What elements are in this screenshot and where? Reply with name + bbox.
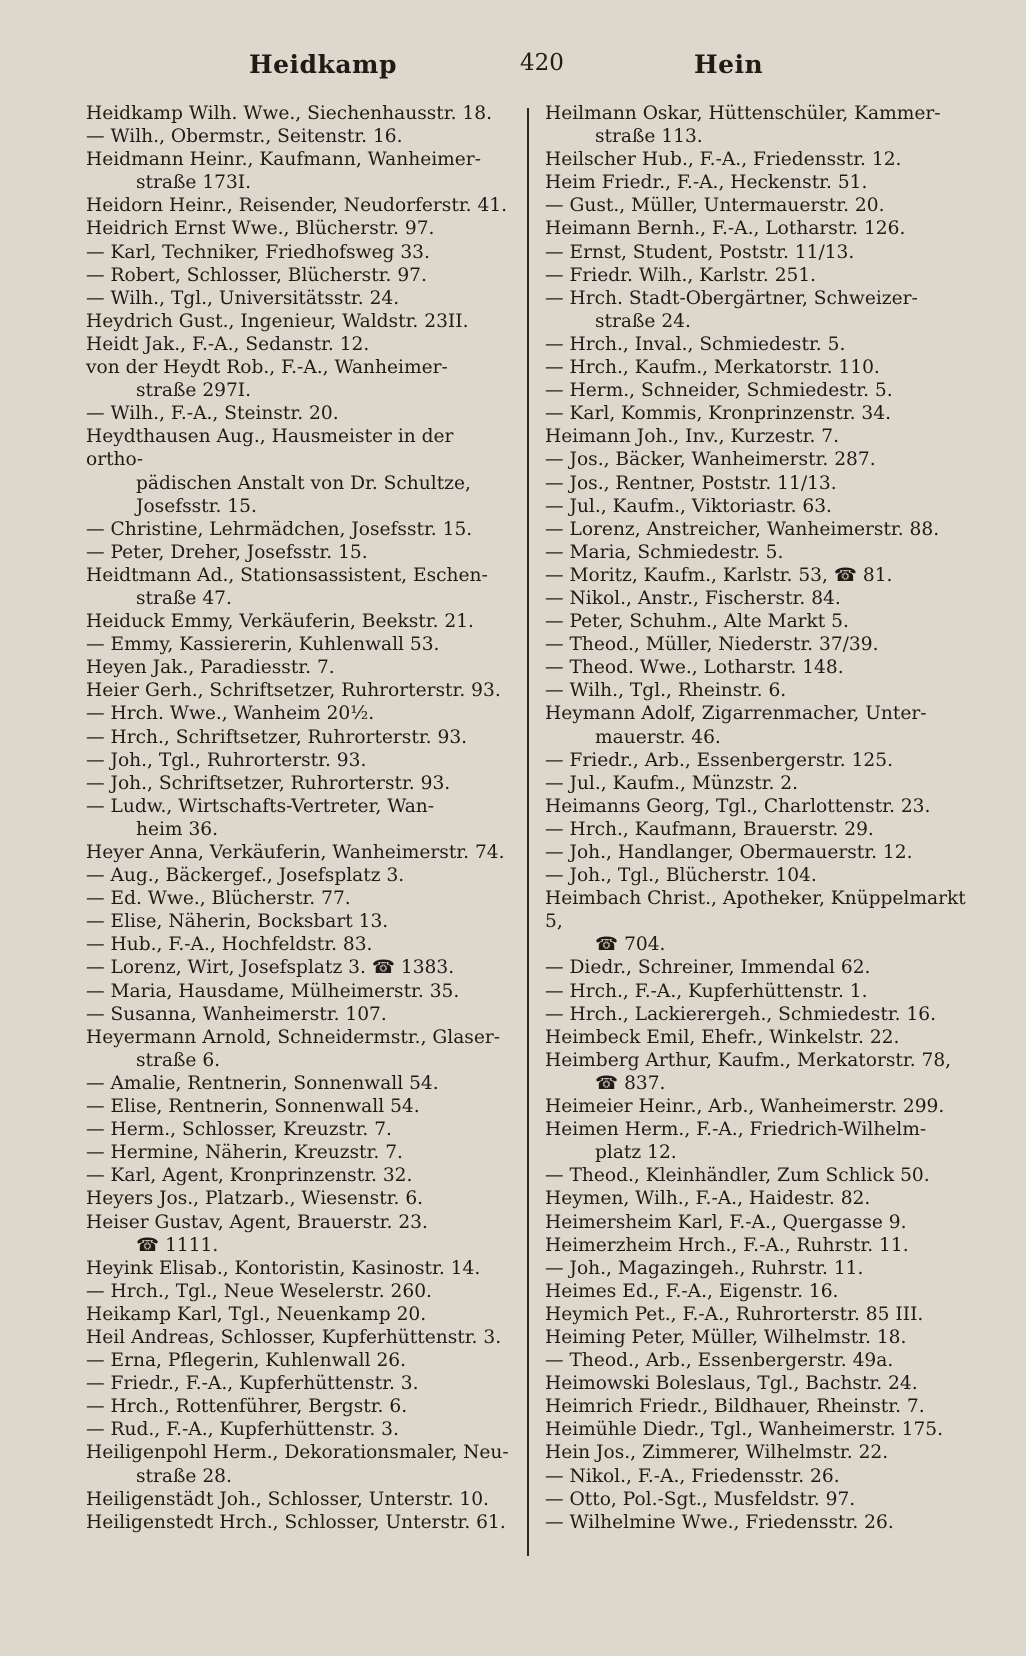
entry-line: Heimersheim Karl, F.-A., Quergasse 9. — [545, 1211, 907, 1233]
entry-line: — Wilhelmine Wwe., Friedensstr. 26. — [545, 1511, 894, 1533]
entry-line: — Lorenz, Wirt, Josefsplatz 3. ☎ 1383. — [86, 957, 455, 979]
entry-line: Heilmann Oskar, Hüttenschüler, Kammer- — [545, 103, 941, 124]
directory-entry — [545, 1026, 980, 1049]
directory-entry — [86, 795, 513, 841]
entry-line: — Diedr., Schreiner, Immendal 62. — [545, 957, 871, 979]
directory-entry — [545, 749, 980, 772]
directory-entry — [86, 1441, 513, 1487]
right-column — [545, 102, 980, 1534]
directory-entry — [545, 518, 980, 541]
directory-entry — [545, 1187, 980, 1210]
directory-entry — [545, 772, 980, 795]
entry-line: — Karl, Agent, Kronprinzenstr. 32. — [86, 1165, 413, 1187]
directory-entry — [545, 1511, 980, 1534]
directory-entry — [545, 702, 980, 748]
directory-entry — [86, 310, 513, 333]
entry-line: — Peter, Schuhm., Alte Markt 5. — [545, 611, 849, 633]
directory-entry — [545, 241, 980, 264]
directory-entry — [545, 564, 980, 587]
directory-entry — [545, 102, 980, 148]
directory-entry — [545, 1257, 980, 1280]
entry-line: Heyers Jos., Platzarb., Wiesenstr. 6. — [86, 1188, 424, 1210]
directory-entry — [86, 1488, 513, 1511]
entry-line: — Wilh., Obermstr., Seitenstr. 16. — [86, 126, 403, 148]
entry-continuation-line: straße 297I. — [136, 380, 252, 402]
entry-line: Heimes Ed., F.-A., Eigenstr. 16. — [545, 1280, 839, 1302]
entry-line: — Robert, Schlosser, Blücherstr. 97. — [86, 264, 427, 286]
entry-line: — Nikol., F.-A., Friedensstr. 26. — [545, 1465, 840, 1487]
directory-entry — [545, 448, 980, 471]
entry-line: — Elise, Rentnerin, Sonnenwall 54. — [86, 1096, 420, 1118]
entry-line: — Aug., Bäckergef., Josefsplatz 3. — [86, 865, 405, 887]
directory-entry — [86, 333, 513, 356]
entry-line: — Susanna, Wanheimerstr. 107. — [86, 1003, 387, 1025]
directory-entry — [86, 1095, 513, 1118]
entry-line: — Lorenz, Anstreicher, Wanheimerstr. 88. — [545, 518, 940, 540]
entry-line: Heydrich Gust., Ingenieur, Waldstr. 23II. — [86, 310, 469, 332]
entry-line: — Amalie, Rentnerin, Sonnenwall 54. — [86, 1072, 439, 1094]
directory-entry — [86, 194, 513, 217]
entry-line: — Jos., Rentner, Poststr. 11/13. — [545, 472, 837, 494]
entry-line: Heimberg Arthur, Kaufm., Merkatorstr. 78, — [545, 1049, 952, 1071]
directory-entry — [545, 818, 980, 841]
entry-continuation-line: ☎ 837. — [595, 1072, 666, 1094]
entry-continuation-line: straße 173I. — [136, 172, 252, 194]
directory-entry — [545, 1395, 980, 1418]
entry-line: Heymann Adolf, Zigarrenmacher, Unter- — [545, 703, 927, 725]
entry-continuation-line: mauerstr. 46. — [595, 726, 721, 748]
directory-entry — [545, 356, 980, 379]
entry-line: — Maria, Hausdame, Mülheimerstr. 35. — [86, 980, 460, 1002]
directory-entry — [545, 864, 980, 887]
entry-line: — Maria, Schmiedestr. 5. — [545, 541, 784, 563]
header-right-keyword: Hein — [694, 50, 764, 79]
directory-entry — [86, 402, 513, 425]
directory-entry — [545, 425, 980, 448]
entry-line: — Hrch., F.-A., Kupferhüttenstr. 1. — [545, 980, 868, 1002]
entry-line: — Friedr., F.-A., Kupferhüttenstr. 3. — [86, 1373, 419, 1395]
entry-line: Heim Friedr., F.-A., Heckenstr. 51. — [545, 172, 868, 194]
entry-continuation-line: straße 6. — [136, 1049, 221, 1071]
directory-entry — [86, 287, 513, 310]
directory-entry — [545, 610, 980, 633]
entry-line: — Theod., Müller, Niederstr. 37/39. — [545, 634, 879, 656]
entry-line: — Jul., Kaufm., Viktoriastr. 63. — [545, 495, 832, 517]
directory-entry — [86, 910, 513, 933]
entry-line: — Joh., Handlanger, Obermauerstr. 12. — [545, 842, 913, 863]
entry-line: — Hrch., Kaufm., Merkatorstr. 110. — [545, 357, 880, 379]
directory-entry — [86, 1280, 513, 1303]
entry-continuation-line: straße 28. — [136, 1465, 232, 1487]
entry-continuation-line: straße 47. — [136, 587, 232, 609]
directory-entry — [545, 1465, 980, 1488]
entry-line: Heyermann Arnold, Schneidermstr., Glaser- — [86, 1026, 501, 1048]
column-divider — [527, 108, 529, 1556]
directory-entry — [545, 1095, 980, 1118]
entry-line: — Wilh., Tgl., Universitätsstr. 24. — [86, 287, 400, 309]
page-number: 420 — [520, 50, 564, 76]
directory-entry — [86, 610, 513, 633]
directory-entry — [545, 287, 980, 333]
entry-line: Heimen Herm., F.-A., Friedrich-Wilhelm- — [545, 1119, 927, 1141]
directory-entry — [545, 1326, 980, 1349]
directory-entry — [545, 1349, 980, 1372]
entry-continuation-line: straße 24. — [595, 310, 691, 332]
directory-entry — [86, 1072, 513, 1095]
entry-line: Heiligenstedt Hrch., Schlosser, Unterstr. 61. — [86, 1511, 506, 1533]
entry-line: — Hub., F.-A., Hochfeldstr. 83. — [86, 934, 373, 956]
entry-line: — Elise, Näherin, Bocksbart 13. — [86, 911, 389, 933]
directory-entry — [86, 1141, 513, 1164]
directory-entry — [86, 1003, 513, 1026]
entry-line: — Hrch., Lackierergeh., Schmiedestr. 16. — [545, 1003, 937, 1025]
directory-entry — [545, 1488, 980, 1511]
entry-continuation-line: Josefsstr. 15. — [136, 495, 257, 517]
entry-line: Heiligenstädt Joh., Schlosser, Unterstr. 10. — [86, 1488, 489, 1510]
entry-line: Heimühle Diedr., Tgl., Wanheimerstr. 175. — [545, 1419, 944, 1441]
directory-entry — [545, 495, 980, 518]
page-header — [84, 50, 994, 90]
entry-line: Heyen Jak., Paradiesstr. 7. — [86, 657, 335, 679]
entry-line: Heidrich Ernst Wwe., Blücherstr. 97. — [86, 218, 435, 240]
directory-entry — [545, 1164, 980, 1187]
entry-line: — Herm., Schneider, Schmiedestr. 5. — [545, 380, 893, 402]
directory-entry — [545, 1372, 980, 1395]
entry-line: Heiligenpohl Herm., Dekorationsmaler, Neu- — [86, 1442, 509, 1464]
entry-line: Heimowski Boleslaus, Tgl., Bachstr. 24. — [545, 1373, 918, 1395]
directory-entry — [86, 1118, 513, 1141]
directory-entry — [86, 1349, 513, 1372]
directory-entry — [86, 1303, 513, 1326]
entry-line: Heiming Peter, Müller, Wilhelmstr. 18. — [545, 1326, 907, 1348]
entry-line: Heidt Jak., F.-A., Sedanstr. 12. — [86, 333, 370, 355]
entry-line: — Nikol., Anstr., Fischerstr. 84. — [545, 587, 841, 609]
entry-line: Heymich Pet., F.-A., Ruhrorterstr. 85 III. — [545, 1303, 924, 1325]
entry-line: Heidorn Heinr., Reisender, Neudorferstr. 41. — [86, 195, 508, 217]
entry-line: Heimann Bernh., F.-A., Lotharstr. 126. — [545, 218, 906, 240]
entry-line: — Ed. Wwe., Blücherstr. 77. — [86, 888, 351, 910]
directory-entry — [545, 633, 980, 656]
header-left-keyword: Heidkamp — [249, 50, 397, 79]
directory-entry — [86, 1257, 513, 1280]
directory-entry — [86, 217, 513, 240]
entry-line: — Herm., Schlosser, Kreuzstr. 7. — [86, 1119, 392, 1141]
entry-line: Heymen, Wilh., F.-A., Haidestr. 82. — [545, 1188, 871, 1210]
entry-line: — Emmy, Kassiererin, Kuhlenwall 53. — [86, 634, 440, 656]
entry-line: — Jos., Bäcker, Wanheimerstr. 287. — [545, 449, 876, 471]
entry-line: — Joh., Tgl., Ruhrorterstr. 93. — [86, 749, 367, 771]
directory-entry — [86, 264, 513, 287]
left-column — [86, 102, 513, 1534]
directory-entry — [86, 1511, 513, 1534]
entry-line: — Hermine, Näherin, Kreuzstr. 7. — [86, 1142, 403, 1164]
directory-entry — [545, 1049, 980, 1095]
entry-line: — Hrch., Inval., Schmiedestr. 5. — [545, 333, 846, 355]
directory-entry — [86, 1026, 513, 1072]
directory-entry — [545, 1441, 980, 1464]
entry-continuation-line: platz 12. — [595, 1142, 677, 1164]
directory-entry — [545, 1118, 980, 1164]
directory-entry — [86, 1187, 513, 1210]
entry-line: Heiduck Emmy, Verkäuferin, Beekstr. 21. — [86, 611, 474, 633]
directory-entry — [545, 217, 980, 240]
entry-line: — Joh., Schriftsetzer, Ruhrorterstr. 93. — [86, 772, 451, 794]
entry-line: Heyer Anna, Verkäuferin, Wanheimerstr. 74. — [86, 842, 505, 863]
entry-continuation-line: ☎ 1111. — [136, 1234, 219, 1256]
directory-entry — [545, 795, 980, 818]
directory-entry — [86, 102, 513, 125]
entry-line: Heil Andreas, Schlosser, Kupferhüttenstr. 3. — [86, 1326, 502, 1348]
directory-entry — [545, 333, 980, 356]
directory-entry — [86, 887, 513, 910]
directory-entry — [545, 887, 980, 956]
entry-line: — Joh., Tgl., Blücherstr. 104. — [545, 865, 817, 887]
directory-entry — [86, 241, 513, 264]
entry-line: — Hrch., Tgl., Neue Weselerstr. 260. — [86, 1280, 432, 1302]
entry-continuation-line: ☎ 704. — [595, 934, 666, 956]
entry-line: Heimeier Heinr., Arb., Wanheimerstr. 299. — [545, 1096, 945, 1118]
entry-line: — Theod., Kleinhändler, Zum Schlick 50. — [545, 1165, 930, 1187]
directory-entry — [86, 956, 513, 979]
directory-entry — [86, 564, 513, 610]
entry-line: — Rud., F.-A., Kupferhüttenstr. 3. — [86, 1419, 399, 1441]
directory-entry — [86, 425, 513, 517]
entry-line: — Hrch., Kaufmann, Brauerstr. 29. — [545, 818, 874, 840]
directory-entry — [86, 933, 513, 956]
entry-line: — Otto, Pol.-Sgt., Musfeldstr. 97. — [545, 1488, 856, 1510]
entry-line: Hein Jos., Zimmerer, Wilhelmstr. 22. — [545, 1442, 889, 1464]
directory-entry — [545, 841, 980, 864]
entry-line: — Jul., Kaufm., Münzstr. 2. — [545, 772, 799, 794]
entry-line: — Karl, Kommis, Kronprinzenstr. 34. — [545, 403, 891, 425]
entry-line: Heimrich Friedr., Bildhauer, Rheinstr. 7. — [545, 1396, 925, 1418]
directory-entry — [86, 541, 513, 564]
entry-line: — Ludw., Wirtschafts-Vertreter, Wan- — [86, 795, 435, 817]
entry-line: — Wilh., F.-A., Steinstr. 20. — [86, 403, 339, 425]
directory-entry — [86, 1418, 513, 1441]
entry-line: Heimanns Georg, Tgl., Charlottenstr. 23. — [545, 795, 931, 817]
directory-entry — [86, 841, 513, 864]
entry-line: — Wilh., Tgl., Rheinstr. 6. — [545, 680, 787, 702]
entry-line: Heimerzheim Hrch., F.-A., Ruhrstr. 11. — [545, 1234, 909, 1256]
entry-line: — Hrch., Rottenführer, Bergstr. 6. — [86, 1396, 408, 1418]
directory-entry — [86, 980, 513, 1003]
directory-entry — [545, 171, 980, 194]
entry-line: Heikamp Karl, Tgl., Neuenkamp 20. — [86, 1303, 427, 1325]
entry-line: — Ernst, Student, Poststr. 11/13. — [545, 241, 855, 263]
entry-line: — Joh., Magazingeh., Ruhrstr. 11. — [545, 1257, 864, 1279]
entry-line: von der Heydt Rob., F.-A., Wanheimer- — [86, 357, 448, 379]
directory-entry — [86, 702, 513, 725]
directory-entry — [86, 1211, 513, 1257]
entry-line: — Friedr., Arb., Essenbergerstr. 125. — [545, 749, 893, 771]
directory-entry — [545, 264, 980, 287]
directory-entry — [86, 356, 513, 402]
directory-entry — [545, 1280, 980, 1303]
directory-entry — [86, 772, 513, 795]
entry-line: Heidmann Heinr., Kaufmann, Wanheimer- — [86, 149, 481, 171]
entry-line: Heimbeck Emil, Ehefr., Winkelstr. 22. — [545, 1026, 900, 1048]
entry-line: — Karl, Techniker, Friedhofsweg 33. — [86, 241, 430, 263]
directory-entry — [545, 1418, 980, 1441]
entry-line: Heier Gerh., Schriftsetzer, Ruhrorterstr. 93. — [86, 680, 501, 702]
entry-line: Heimbach Christ., Apotheker, Knüppelmarkt 5, — [545, 888, 966, 933]
directory-entry — [86, 1372, 513, 1395]
entry-line: — Hrch. Stadt-Obergärtner, Schweizer- — [545, 287, 918, 309]
directory-entry — [545, 1211, 980, 1234]
entry-line: — Friedr. Wilh., Karlstr. 251. — [545, 264, 817, 286]
directory-entry — [86, 1164, 513, 1187]
entry-line: — Hrch. Wwe., Wanheim 20½. — [86, 703, 375, 725]
entry-continuation-line: heim 36. — [136, 818, 219, 840]
directory-entry — [545, 379, 980, 402]
directory-entry — [86, 656, 513, 679]
entry-line: — Theod. Wwe., Lotharstr. 148. — [545, 657, 844, 679]
entry-continuation-line: straße 113. — [595, 126, 703, 148]
directory-entry — [545, 148, 980, 171]
entry-line: Heidkamp Wilh. Wwe., Siechenhausstr. 18. — [86, 103, 492, 124]
directory-entry — [545, 194, 980, 217]
directory-entry — [545, 656, 980, 679]
entry-line: Heydthausen Aug., Hausmeister in der ortho- — [86, 426, 454, 471]
directory-entry — [545, 541, 980, 564]
directory-entry — [86, 518, 513, 541]
entry-line: Heiser Gustav, Agent, Brauerstr. 23. — [86, 1211, 428, 1233]
directory-entry — [86, 679, 513, 702]
directory-entry — [545, 956, 980, 979]
directory-entry — [86, 864, 513, 887]
directory-entry — [545, 1303, 980, 1326]
directory-entry — [545, 1003, 980, 1026]
entry-line: Heyink Elisab., Kontoristin, Kasinostr. 14. — [86, 1257, 481, 1279]
entry-line: — Hrch., Schriftsetzer, Ruhrorterstr. 93. — [86, 726, 468, 748]
directory-entry — [545, 1234, 980, 1257]
directory-entry — [545, 402, 980, 425]
directory-entry — [86, 148, 513, 194]
entry-line: — Christine, Lehrmädchen, Josefsstr. 15. — [86, 518, 473, 540]
directory-entry — [545, 587, 980, 610]
entry-line: — Gust., Müller, Untermauerstr. 20. — [545, 195, 885, 217]
entry-line: — Peter, Dreher, Josefsstr. 15. — [86, 541, 368, 563]
directory-entry — [86, 749, 513, 772]
entry-line: — Moritz, Kaufm., Karlstr. 53, ☎ 81. — [545, 564, 893, 586]
entry-line: — Erna, Pflegerin, Kuhlenwall 26. — [86, 1350, 407, 1372]
directory-entry — [86, 1395, 513, 1418]
entry-line: Heidtmann Ad., Stationsassistent, Eschen- — [86, 564, 488, 586]
directory-entry — [545, 679, 980, 702]
directory-entry — [545, 980, 980, 1003]
directory-entry — [86, 633, 513, 656]
directory-entry — [86, 1326, 513, 1349]
entry-line: Heilscher Hub., F.-A., Friedensstr. 12. — [545, 149, 902, 171]
directory-entry — [86, 125, 513, 148]
entry-line: — Theod., Arb., Essenbergerstr. 49a. — [545, 1350, 894, 1372]
entry-line: Heimann Joh., Inv., Kurzestr. 7. — [545, 426, 840, 448]
directory-entry — [86, 726, 513, 749]
directory-entry — [545, 472, 980, 495]
entry-continuation-line: pädischen Anstalt von Dr. Schultze, — [136, 472, 471, 494]
